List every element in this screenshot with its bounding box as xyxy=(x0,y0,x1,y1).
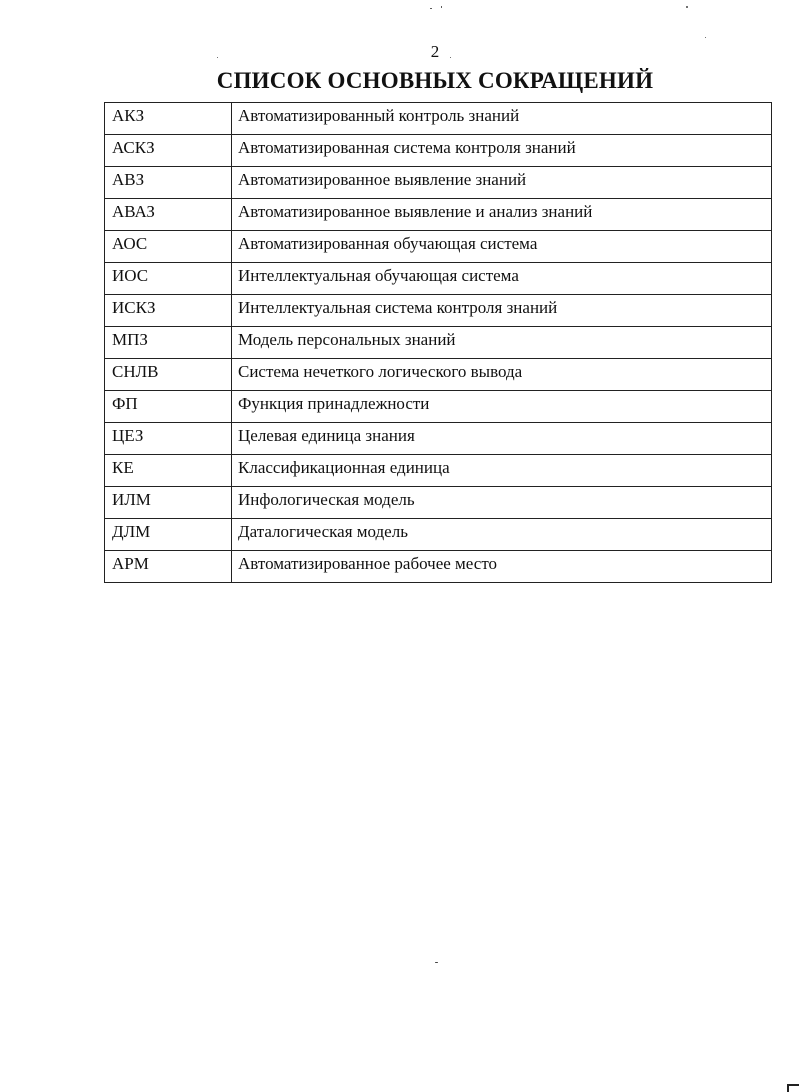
definition-cell: Автоматизированное выявление знаний xyxy=(232,167,772,199)
table-row xyxy=(105,519,772,551)
table-row xyxy=(105,487,772,519)
scan-speck xyxy=(441,6,442,8)
abbreviation-cell: ИОС xyxy=(105,263,232,295)
abbreviation-cell: ДЛМ xyxy=(105,519,232,551)
abbreviation-cell: ИЛМ xyxy=(105,487,232,519)
definition-cell: Автоматизированная система контроля знаний xyxy=(232,135,772,167)
definition-cell: Даталогическая модель xyxy=(232,519,772,551)
page-number: 2 xyxy=(430,42,440,61)
definition-cell: Автоматизированное выявление и анализ знаний xyxy=(232,199,772,231)
table-row xyxy=(105,551,772,583)
abbreviation-cell: АОС xyxy=(105,231,232,263)
table-row xyxy=(105,263,772,295)
table-row xyxy=(105,231,772,263)
scan-speck xyxy=(435,962,438,963)
scan-corner-mark xyxy=(787,1084,799,1092)
scan-speck xyxy=(705,37,706,38)
abbreviation-cell: СНЛВ xyxy=(105,359,232,391)
table-row xyxy=(105,199,772,231)
definition-cell: Автоматизированный контроль знаний xyxy=(232,103,772,135)
abbreviation-cell: АКЗ xyxy=(105,103,232,135)
table-row xyxy=(105,167,772,199)
definition-cell: Автоматизированное рабочее место xyxy=(232,551,772,583)
table-row xyxy=(105,423,772,455)
table-row xyxy=(105,135,772,167)
scan-speck xyxy=(686,6,688,8)
abbreviation-cell: ЦЕЗ xyxy=(105,423,232,455)
abbreviation-cell: ФП xyxy=(105,391,232,423)
abbreviation-cell: АВАЗ xyxy=(105,199,232,231)
abbreviation-cell: ИСКЗ xyxy=(105,295,232,327)
abbreviation-cell: МПЗ xyxy=(105,327,232,359)
table-row xyxy=(105,359,772,391)
definition-cell: Автоматизированная обучающая система xyxy=(232,231,772,263)
abbreviation-cell: АВЗ xyxy=(105,167,232,199)
scan-speck xyxy=(430,8,432,9)
definition-cell: Инфологическая модель xyxy=(232,487,772,519)
definition-cell: Целевая единица знания xyxy=(232,423,772,455)
abbreviations-table xyxy=(104,102,772,583)
table-row xyxy=(105,455,772,487)
definition-cell: Система нечеткого логического вывода xyxy=(232,359,772,391)
abbreviation-cell: АСКЗ xyxy=(105,135,232,167)
table-row xyxy=(105,103,772,135)
abbreviation-cell: АРМ xyxy=(105,551,232,583)
definition-cell: Интеллектуальная обучающая система xyxy=(232,263,772,295)
definition-cell: Функция принадлежности xyxy=(232,391,772,423)
table-row xyxy=(105,327,772,359)
table-row xyxy=(105,391,772,423)
definition-cell: Интеллектуальная система контроля знаний xyxy=(232,295,772,327)
table-row xyxy=(105,295,772,327)
definition-cell: Классификационная единица xyxy=(232,455,772,487)
definition-cell: Модель персональных знаний xyxy=(232,327,772,359)
abbreviation-cell: КЕ xyxy=(105,455,232,487)
page-title: СПИСОК ОСНОВНЫХ СОКРАЩЕНИЙ xyxy=(216,68,654,93)
